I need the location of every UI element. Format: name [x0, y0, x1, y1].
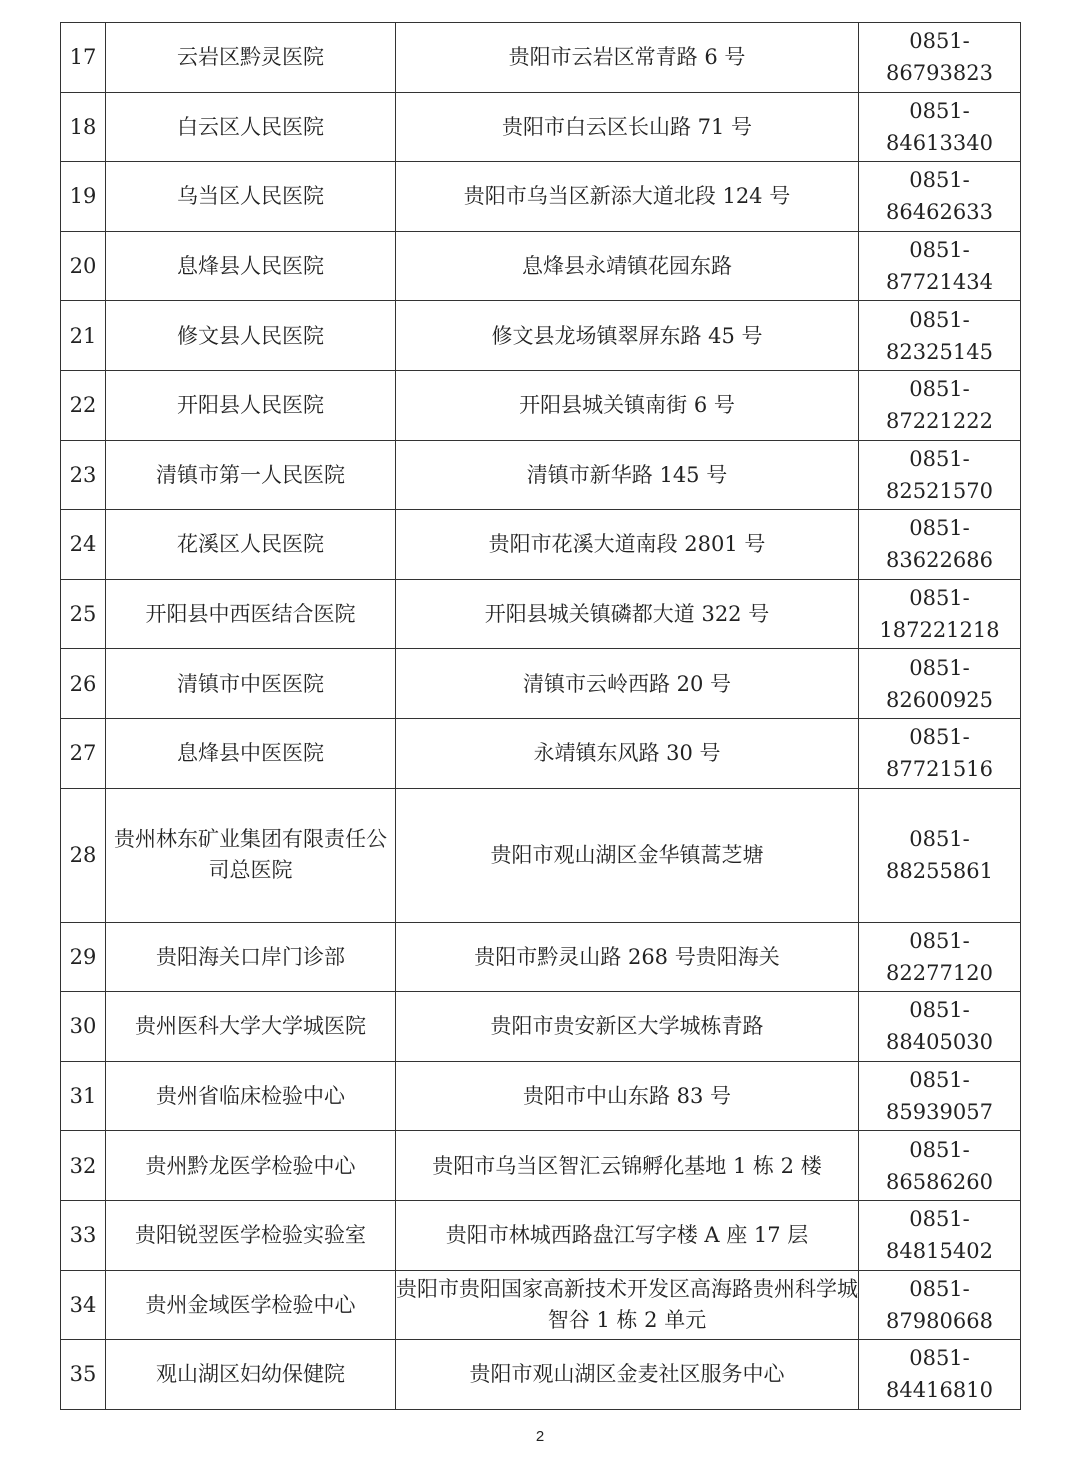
table-row: [61, 1131, 1021, 1201]
cell-phone: 0851-87980668: [859, 1270, 1021, 1340]
cell-phone: 0851-84416810: [859, 1340, 1021, 1410]
table-row: [61, 788, 1021, 922]
cell-hospital-name: 贵阳海关口岸门诊部: [106, 922, 396, 992]
cell-number: 23: [61, 440, 106, 510]
cell-hospital-name: 贵州医科大学大学城医院: [106, 992, 396, 1062]
table-row: [61, 579, 1021, 649]
cell-address: 贵阳市林城西路盘江写字楼 A 座 17 层: [396, 1200, 859, 1270]
cell-number: 32: [61, 1131, 106, 1201]
cell-number: 19: [61, 162, 106, 232]
table-row: [61, 23, 1021, 93]
table-row: [61, 370, 1021, 440]
cell-phone: 0851-82277120: [859, 922, 1021, 992]
cell-address: 开阳县城关镇南街 6 号: [396, 370, 859, 440]
cell-hospital-name: 花溪区人民医院: [106, 510, 396, 580]
cell-number: 33: [61, 1200, 106, 1270]
cell-hospital-name: 贵州金域医学检验中心: [106, 1270, 396, 1340]
cell-hospital-name: 观山湖区妇幼保健院: [106, 1340, 396, 1410]
cell-phone: 0851-84613340: [859, 92, 1021, 162]
cell-hospital-name: 清镇市第一人民医院: [106, 440, 396, 510]
cell-address: 贵阳市观山湖区金麦社区服务中心: [396, 1340, 859, 1410]
cell-number: 30: [61, 992, 106, 1062]
cell-phone: 0851-87221222: [859, 370, 1021, 440]
cell-address: 永靖镇东风路 30 号: [396, 718, 859, 788]
cell-phone: 0851-84815402: [859, 1200, 1021, 1270]
cell-phone: 0851-88255861: [859, 788, 1021, 922]
cell-address: 贵阳市乌当区智汇云锦孵化基地 1 栋 2 楼: [396, 1131, 859, 1201]
cell-hospital-name: 贵州省临床检验中心: [106, 1061, 396, 1131]
cell-number: 35: [61, 1340, 106, 1410]
cell-address: 贵阳市贵阳国家高新技术开发区高海路贵州科学城智谷 1 栋 2 单元: [396, 1270, 859, 1340]
cell-hospital-name: 息烽县人民医院: [106, 231, 396, 301]
table-row: [61, 1340, 1021, 1410]
cell-number: 34: [61, 1270, 106, 1340]
cell-number: 22: [61, 370, 106, 440]
cell-number: 28: [61, 788, 106, 922]
cell-phone: 0851-86793823: [859, 23, 1021, 93]
cell-hospital-name: 云岩区黔灵医院: [106, 23, 396, 93]
cell-number: 24: [61, 510, 106, 580]
cell-address: 贵阳市云岩区常青路 6 号: [396, 23, 859, 93]
cell-phone: 0851-82600925: [859, 649, 1021, 719]
cell-number: 26: [61, 649, 106, 719]
cell-hospital-name: 开阳县中西医结合医院: [106, 579, 396, 649]
cell-address: 修文县龙场镇翠屏东路 45 号: [396, 301, 859, 371]
cell-phone: 0851-87721516: [859, 718, 1021, 788]
table-row: [61, 1061, 1021, 1131]
cell-number: 17: [61, 23, 106, 93]
cell-address: 清镇市云岭西路 20 号: [396, 649, 859, 719]
table-row: [61, 649, 1021, 719]
table-row: [61, 440, 1021, 510]
cell-hospital-name: 乌当区人民医院: [106, 162, 396, 232]
table-row: [61, 1270, 1021, 1340]
table-body: [61, 23, 1021, 1410]
cell-address: 息烽县永靖镇花园东路: [396, 231, 859, 301]
table-row: [61, 1200, 1021, 1270]
table-row: [61, 301, 1021, 371]
hospital-table: [60, 22, 1021, 1410]
cell-hospital-name: 修文县人民医院: [106, 301, 396, 371]
cell-address: 开阳县城关镇磷都大道 322 号: [396, 579, 859, 649]
cell-number: 31: [61, 1061, 106, 1131]
cell-hospital-name: 贵州林东矿业集团有限责任公司总医院: [106, 788, 396, 922]
cell-phone: 0851-187221218: [859, 579, 1021, 649]
cell-address: 贵阳市中山东路 83 号: [396, 1061, 859, 1131]
cell-phone: 0851-83622686: [859, 510, 1021, 580]
cell-address: 清镇市新华路 145 号: [396, 440, 859, 510]
cell-phone: 0851-86462633: [859, 162, 1021, 232]
cell-number: 27: [61, 718, 106, 788]
table-row: [61, 992, 1021, 1062]
table-row: [61, 162, 1021, 232]
cell-hospital-name: 清镇市中医医院: [106, 649, 396, 719]
cell-phone: 0851-85939057: [859, 1061, 1021, 1131]
table-row: [61, 92, 1021, 162]
cell-hospital-name: 贵州黔龙医学检验中心: [106, 1131, 396, 1201]
table-row: [61, 510, 1021, 580]
cell-phone: 0851-82325145: [859, 301, 1021, 371]
cell-phone: 0851-86586260: [859, 1131, 1021, 1201]
cell-hospital-name: 贵阳锐翌医学检验实验室: [106, 1200, 396, 1270]
cell-hospital-name: 开阳县人民医院: [106, 370, 396, 440]
table-row: [61, 922, 1021, 992]
cell-address: 贵阳市观山湖区金华镇蒿芝塘: [396, 788, 859, 922]
cell-number: 21: [61, 301, 106, 371]
cell-address: 贵阳市白云区长山路 71 号: [396, 92, 859, 162]
cell-phone: 0851-82521570: [859, 440, 1021, 510]
cell-hospital-name: 白云区人民医院: [106, 92, 396, 162]
cell-hospital-name: 息烽县中医医院: [106, 718, 396, 788]
cell-phone: 0851-88405030: [859, 992, 1021, 1062]
cell-number: 20: [61, 231, 106, 301]
cell-address: 贵阳市乌当区新添大道北段 124 号: [396, 162, 859, 232]
cell-address: 贵阳市黔灵山路 268 号贵阳海关: [396, 922, 859, 992]
table-row: [61, 718, 1021, 788]
table-row: [61, 231, 1021, 301]
cell-number: 18: [61, 92, 106, 162]
page-number: 2: [535, 1428, 545, 1445]
cell-number: 29: [61, 922, 106, 992]
cell-number: 25: [61, 579, 106, 649]
cell-address: 贵阳市贵安新区大学城栋青路: [396, 992, 859, 1062]
cell-phone: 0851-87721434: [859, 231, 1021, 301]
cell-address: 贵阳市花溪大道南段 2801 号: [396, 510, 859, 580]
